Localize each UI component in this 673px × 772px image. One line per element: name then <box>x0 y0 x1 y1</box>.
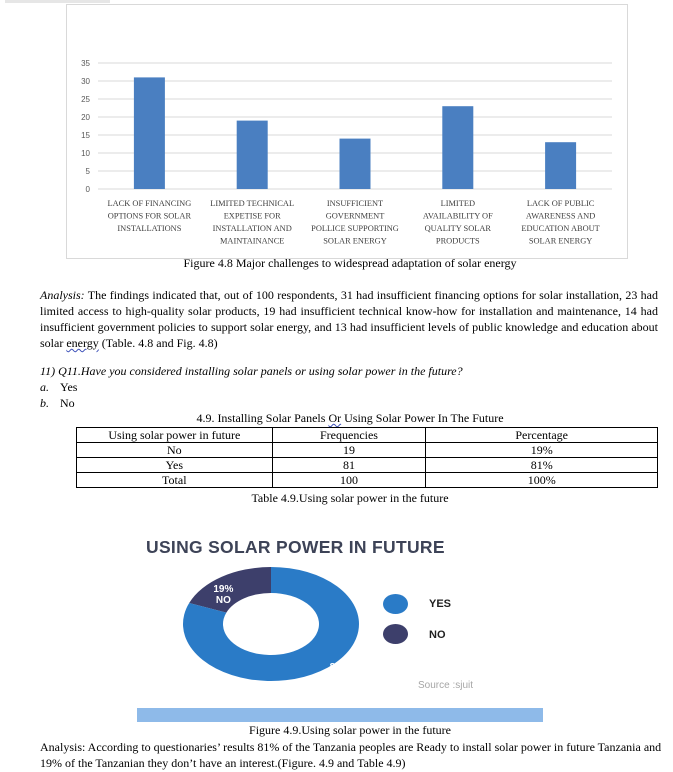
option-b-label: No <box>60 396 75 410</box>
option-b <box>40 395 75 411</box>
analysis-text: The findings indicated that, out of 100 respondents, 31 had insufficient financing options for solar installation, 23 had limited access to high-quality solar products, 19 had insufficient technical know-how for installation and maintenance, 14 had insufficient government policies to support solar energy, and 13 had insufficient levels of public knowledge and education about solar <box>40 288 658 350</box>
y-tick-label: 0 <box>85 185 90 194</box>
x-tick-label: OPTIONS FOR SOLAR <box>107 211 192 221</box>
table-header-row <box>77 428 658 443</box>
table-title-or: Or <box>328 411 342 425</box>
x-tick-label: QUALITY SOLAR <box>424 224 492 233</box>
x-tick-label: PRODUCTS <box>435 236 480 246</box>
table-row <box>77 458 658 473</box>
y-tick-label: 25 <box>81 95 90 104</box>
y-tick-label: 20 <box>81 113 90 122</box>
y-tick-label: 15 <box>81 131 90 140</box>
x-tick-label: LIMITED TECHNICAL <box>210 199 295 208</box>
bar <box>134 77 165 189</box>
bar-chart-caption: Figure 4.8 Major challenges to widespread adaptation of solar energy <box>183 256 517 270</box>
x-tick-label: LIMITED <box>440 199 476 208</box>
x-tick-label: INSTALLATION AND <box>212 224 292 233</box>
y-tick-label: 10 <box>81 149 90 158</box>
y-tick-label: 30 <box>81 77 90 86</box>
table-row <box>77 473 658 488</box>
table-header: Percentage <box>426 428 658 443</box>
spelling-flag: energy <box>66 336 99 350</box>
bar <box>340 139 371 189</box>
table-cell: 19% <box>426 443 658 458</box>
x-tick-label: GOVERNMENT <box>325 211 385 221</box>
x-tick-label: LACK OF PUBLIC <box>526 199 595 208</box>
source-note: Source :sjuit <box>418 680 474 691</box>
x-tick-label: AVAILABILITY OF <box>422 211 493 221</box>
table-cell: 19 <box>272 443 426 458</box>
donut-chart <box>150 570 410 710</box>
x-tick-label: POLLICE SUPPORTING <box>311 224 399 233</box>
table-caption: Table 4.9.Using solar power in the future <box>251 491 449 505</box>
table-cell: 81% <box>426 458 658 473</box>
bar <box>545 142 576 189</box>
table-cell: No <box>77 443 273 458</box>
pie-data-label: 19% <box>213 584 234 596</box>
table-cell: 100 <box>272 473 426 488</box>
pie-data-label: 81% <box>329 661 350 673</box>
x-tick-label: SOLAR ENERGY <box>528 236 593 246</box>
pie-chart-caption: Figure 4.9.Using solar power in the future <box>249 723 451 737</box>
pie-chart-title: USING SOLAR POWER IN FUTURE <box>146 537 445 557</box>
x-tick-label: AWARENESS AND <box>525 211 596 221</box>
table-header: Using solar power in future <box>77 428 273 443</box>
x-tick-label: INSUFFICIENT <box>326 199 384 208</box>
pie-footer-strip <box>137 708 543 722</box>
legend-swatch-no <box>383 624 408 644</box>
analysis-label: Analysis: <box>40 288 85 302</box>
table-cell: 100% <box>426 473 658 488</box>
table-title-part2: Using Solar Power In The Future <box>341 411 504 425</box>
pie-category-label: YES <box>329 672 350 684</box>
table-cell: Yes <box>77 458 273 473</box>
x-tick-label: INSTALLATIONS <box>117 224 182 233</box>
bar-chart <box>0 0 673 260</box>
x-tick-label: SOLAR ENERGY <box>323 236 387 246</box>
legend-label-yes: YES <box>429 598 452 610</box>
y-tick-label: 5 <box>85 167 90 176</box>
table-cell: 81 <box>272 458 426 473</box>
y-tick-label: 35 <box>81 59 90 68</box>
table-header: Frequencies <box>272 428 426 443</box>
bar <box>237 121 268 189</box>
option-a-letter: a. <box>40 380 49 394</box>
table-row <box>77 443 658 458</box>
table-title <box>150 411 550 426</box>
x-tick-label: MAINTAINANCE <box>219 236 285 246</box>
analysis-paragraph-1 <box>40 287 658 351</box>
pie-category-label: NO <box>215 595 231 607</box>
analysis-ref: (Table. 4.8 and Fig. 4.8) <box>98 336 218 350</box>
option-a-label: Yes <box>60 380 78 394</box>
x-tick-label: EXPETISE FOR <box>223 211 281 221</box>
data-table <box>76 427 658 488</box>
analysis-paragraph-2: Analysis: According to questionaries’ results 81% of the Tanzania peoples are Ready to install solar power in future Tanzania and 19% of the Tanzanian they don’t have an interest.(Figure. 4.9 and Table 4.9) <box>40 740 662 770</box>
x-tick-label: LACK OF FINANCING <box>107 199 192 208</box>
bar <box>442 106 473 189</box>
question-text: 11) Q11.Have you considered installing solar panels or using solar power in the future? <box>40 364 463 378</box>
option-b-letter: b. <box>40 396 49 410</box>
table-title-part1: 4.9. Installing Solar Panels <box>196 411 329 425</box>
x-tick-label: EDUCATION ABOUT <box>521 224 600 233</box>
table-cell: Total <box>77 473 273 488</box>
legend-label-no: NO <box>429 629 446 641</box>
legend-swatch-yes <box>383 594 408 614</box>
option-a <box>40 379 77 395</box>
